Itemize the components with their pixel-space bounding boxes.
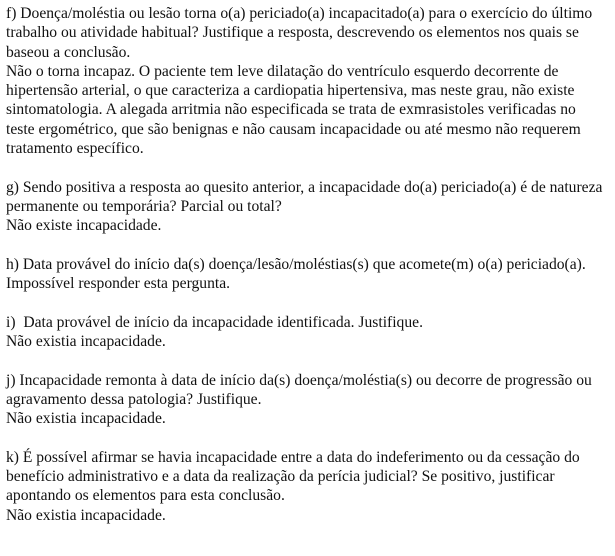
spacer <box>6 158 608 177</box>
question-k: k) É possível afirmar se havia incapacidade entre a data do indeferimento ou da cessação do benefício administrativo e a data da realização da perícia judicial? Se positivo, justificar apontando os elementos para esta conclusão. <box>6 448 580 505</box>
answer-f: Não o torna incapaz. O paciente tem leve dilatação do ventrículo esquerdo decorrente de hipertensão arterial, o que caracteriza a cardiopatia hipertensiva, mas neste grau, não existe sintomatologia. A alegada arritmia não especificada se trata de exmrasistoles verificadas no teste ergométrico, que são benignas e não causam incapacidade ou até mesmo não requerem tratamento específico. <box>6 62 581 158</box>
section-f <box>6 4 608 158</box>
spacer <box>6 236 608 255</box>
spacer <box>6 351 608 370</box>
section-j <box>6 371 608 429</box>
section-g <box>6 178 608 236</box>
answer-j: Não existia incapacidade. <box>6 410 166 428</box>
question-f: f) Doença/moléstia ou lesão torna o(a) periciado(a) incapacitado(a) para o exercício do último trabalho ou atividade habitual? Justifique a resposta, descrevendo os elementos nos quais se baseou a conclusão. <box>6 5 593 61</box>
answer-i: Não existia incapacidade. <box>6 333 166 351</box>
spacer <box>6 429 608 448</box>
question-i: i) Data provável de início da incapacidade identificada. Justifique. <box>6 313 423 331</box>
question-h: h) Data provável do início da(s) doença/lesão/moléstias(s) que acomete(m) o(a) periciado(a). <box>6 255 586 273</box>
question-j: j) Incapacidade remonta à data de início da(s) doença/moléstia(s) ou decorre de progressão ou agravamento dessa patologia? Justifique. <box>6 371 592 408</box>
answer-h: Impossível responder esta pergunta. <box>6 275 231 293</box>
section-h <box>6 255 608 294</box>
section-i <box>6 313 608 352</box>
answer-k: Não existia incapacidade. <box>6 506 166 524</box>
answer-g: Não existe incapacidade. <box>6 217 162 235</box>
section-k <box>6 448 608 525</box>
question-g: g) Sendo positiva a resposta ao quesito anterior, a incapacidade do(a) periciado(a) é de natureza permanente ou temporária? Parcial ou total? <box>6 178 603 215</box>
spacer <box>6 293 608 312</box>
document-page <box>6 4 608 525</box>
